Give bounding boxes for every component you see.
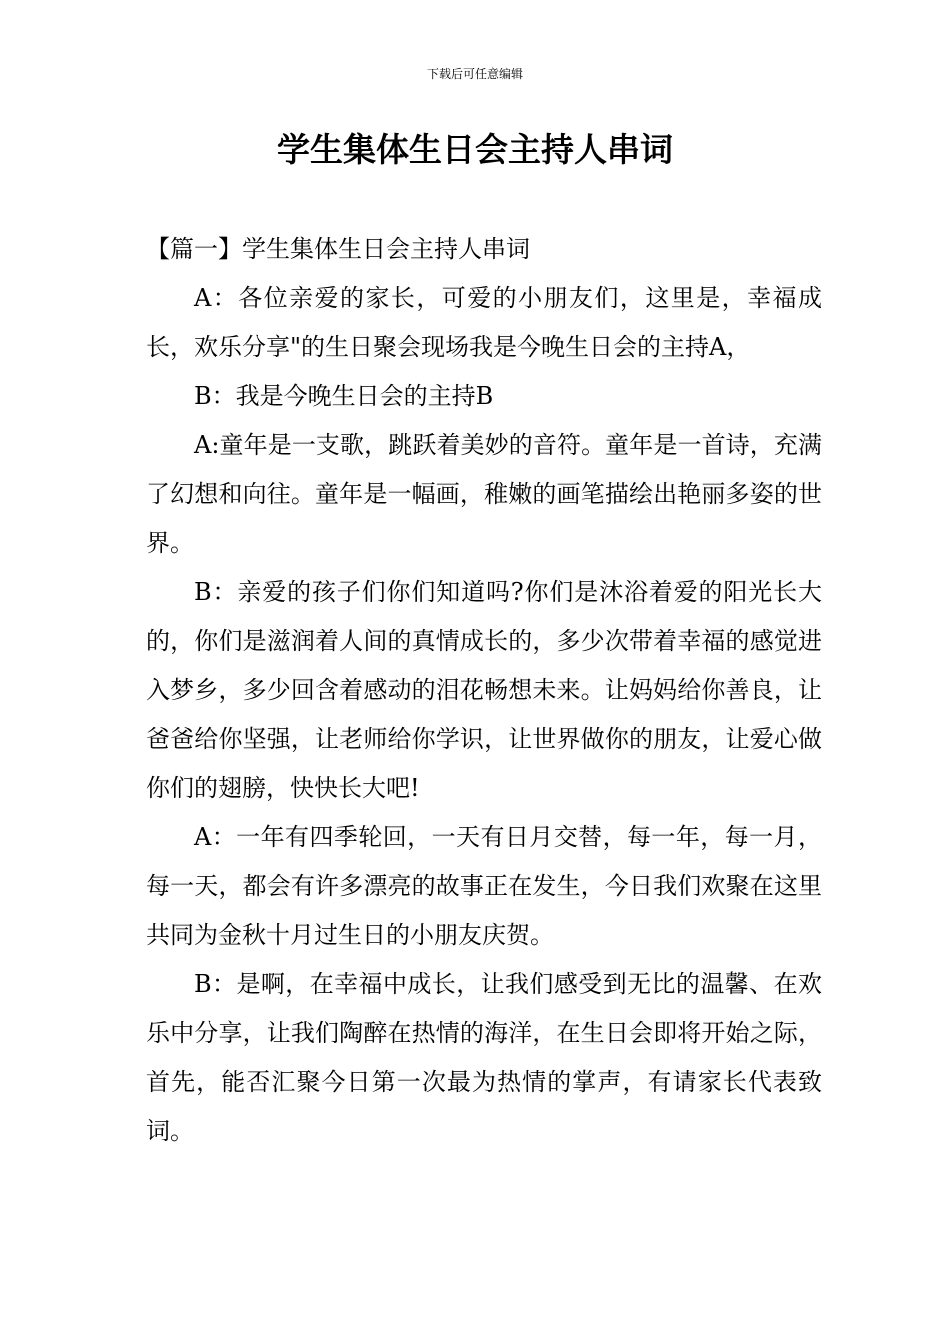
paragraph-childhood: A:童年是一支歌，跳跃着美妙的音符。童年是一首诗，充满了幻想和向往。童年是一幅画，稚嫩的画笔描绘出艳丽多姿的世界。 xyxy=(146,431,822,557)
paragraph-dear-children: B：亲爱的孩子们你们知道吗?你们是沐浴着爱的阳光长大的，你们是滋润着人间的真情成长的，多少次带着幸福的感觉进入梦乡，多少回含着感动的泪花畅想未来。让妈妈给你善良，让爸爸给你坚强，让老师给你学识，让世界做你的朋友，让爱心做你们的翅膀，快快长大吧! xyxy=(146,578,822,802)
section-heading: 【篇一】学生集体生日会主持人串词 xyxy=(146,235,530,263)
paragraph-opening: B：是啊，在幸福中成长，让我们感受到无比的温馨、在欢乐中分享，让我们陶醉在热情的海洋，在生日会即将开始之际，首先，能否汇聚今日第一次最为热情的掌声，有请家长代表致词。 xyxy=(146,970,822,1145)
paragraph-seasons: A：一年有四季轮回，一天有日月交替，每一年，每一月，每一天，都会有许多漂亮的故事正在发生，今日我们欢聚在这里共同为金秋十月过生日的小朋友庆贺。 xyxy=(146,823,822,949)
document-body xyxy=(146,225,822,1156)
header-note: 下载后可任意编辑 xyxy=(426,67,523,81)
document-title: 学生集体生日会主持人串词 xyxy=(277,130,673,169)
paragraph-host-b-intro: B：我是今晚生日会的主持B xyxy=(194,382,494,410)
paragraph-host-a-welcome: A：各位亲爱的家长，可爱的小朋友们，这里是，幸福成长，欢乐分享"的生日聚会现场我是今晚生日会的主持A， xyxy=(146,284,822,361)
